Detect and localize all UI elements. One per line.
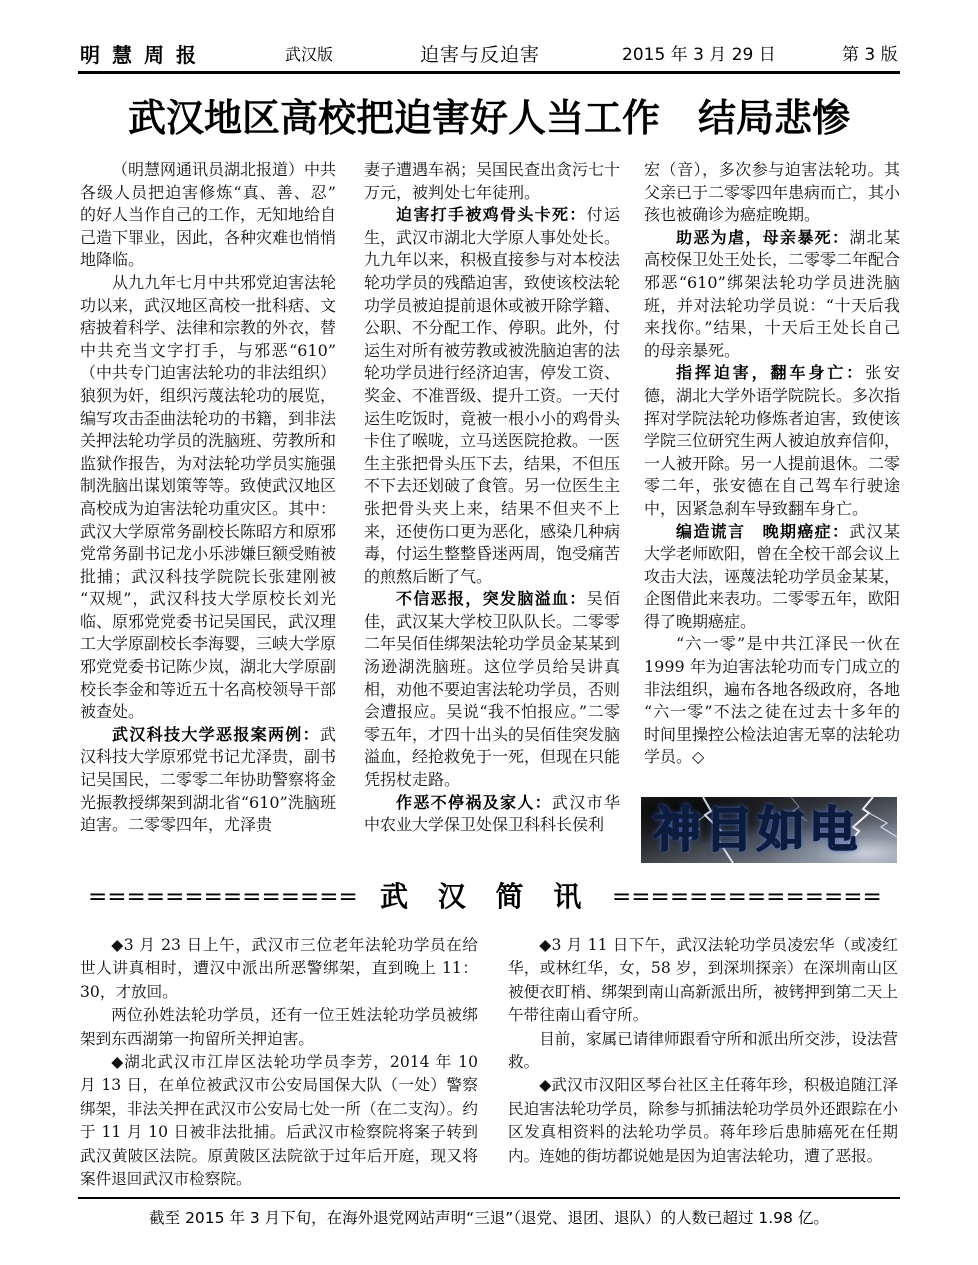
brief-paragraph: ◆3 月 23 日上午，武汉市三位老年法轮功学员在给世人讲真相时，遭汉中派出所恶警绑架，直到晚上 11：30，才放回。	[80, 936, 478, 1001]
paragraph-lead: 不信恶报，突发脑溢血：	[396, 589, 587, 609]
banner-image	[641, 797, 897, 863]
article-column-3	[644, 159, 900, 769]
brief-paragraph: ◆武汉市汉阳区琴台社区主任蒋年珍，积极追随江泽民迫害法轮功学员，除参与抓捕法轮功学员外还跟踪在小区发真相资料的法轮功学员。蒋年珍后患肺癌死在任期内。连她的街坊都说她是因为迫害法轮功，遭了恶报。	[508, 1076, 898, 1165]
article-paragraph	[364, 792, 620, 837]
article-paragraph: 从九九年七月中共邪党迫害法轮功以来，武汉地区高校一批科痞、文痞披着科学、法律和宗教的外衣，替中共充当文字打手，与邪恶“610”（中共专门迫害法轮功的非法组织）狼狈为奸，组织污蔑法轮功的展览，编写攻击歪曲法轮功的书籍，到非法关押法轮功学员的洗脑班、劳教所和监狱作报告，为对法轮功学员实施强制洗脑出谋划策等等。致使武汉地区高校成为迫害法轮功重灾区。其中：武汉大学原常务副校长陈昭方和原邪党常务副书记龙小乐涉嫌巨额受贿被批捕；武汉科技学院院长张建刚被“双规”，武汉科技大学原校长刘光临、原邪党党委书记吴国民，武汉理工大学原副校长李海婴，三峡大学原邪党党委书记陈少岚，湖北大学原副校长李金和等近五十名高校领导干部被查处。	[80, 272, 337, 722]
article-paragraph	[364, 588, 620, 791]
paragraph-body: 张安德，湖北大学外语学院院长。多次指挥对学院法轮功修炼者迫害，致使该学院三位研究生两人被迫放弃信仰，一人被开除。另一人提前退休。二零零二年，张安德在自己驾车行驶途中，因紧急刹车导致翻车身亡。	[644, 363, 901, 518]
edition-label: 武汉版	[285, 45, 334, 64]
paragraph-body: 武汉市华中农业大学保卫处保卫科科长侯利	[364, 792, 620, 835]
briefs-section-title: 武 汉 简 讯	[380, 880, 592, 913]
article-paragraph	[644, 362, 900, 520]
paragraph-body: 湖北某高校保卫处王处长，二零零二年配合邪恶“610”绑架法轮功学员进洗脑班，并对法轮功学员说：“十天后我来找你。”结果，十天后王处长自己的母亲暴死。	[644, 227, 901, 360]
paragraph-body: 武汉科技大学原邪党书记尤泽贵，副书记吴国民，二零零二年协助警察将金光振教授绑架到湖北省“610”洗脑班迫害。二零零四年，尤泽贵	[80, 724, 337, 835]
paper-name: 明慧周报	[80, 43, 208, 67]
article-column-2	[364, 159, 620, 837]
paragraph-body: 武汉某大学老师欧阳，曾在全校干部会议上攻击大法，诬蔑法轮功学员金某某，企图借此来表功。二零零五年，欧阳得了晚期癌症。	[644, 521, 901, 631]
brief-paragraph: 两位孙姓法轮功学员，还有一位王姓法轮功学员被绑架到东西湖第一拘留所关押迫害。	[80, 1006, 478, 1048]
paragraph-lead: 编造谎言 晚期癌症：	[676, 521, 850, 541]
paragraph-lead: 作恶不停祸及家人：	[396, 792, 552, 812]
article-paragraph-continued: 妻子遭遇车祸；吴国民查出贪污七十万元，被判处七年徒刑。	[364, 160, 621, 202]
briefs-column-1	[80, 934, 478, 1191]
masthead-rule	[78, 71, 900, 74]
brief-paragraph: 目前，家属已请律师跟看守所和派出所交涉，设法营救。	[508, 1029, 898, 1072]
brief-paragraph: ◆3 月 11 日下午，武汉法轮功学员凌宏华（或凌红华，或林红华，女，58 岁，到深圳探亲）在深圳南山区被便衣盯梢、绑架到南山高新派出所，被铐押到第二天上午带往南山看守所。	[508, 936, 898, 1025]
paragraph-lead: 武汉科技大学恶报案两例：	[112, 724, 320, 744]
article-paragraph	[364, 204, 620, 588]
article-paragraph-continued: 宏（音），多次参与迫害法轮功。其父亲已于二零零四年患病而亡，其小孩也被确诊为癌症晚期。	[644, 160, 901, 225]
paragraph-lead: 指挥迫害，翻车身亡：	[676, 363, 866, 383]
footer-rule	[78, 1197, 900, 1199]
paragraph-lead: 助恶为虐，母亲暴死：	[676, 227, 850, 247]
paragraph-body: 付运生，武汉市湖北大学原人事处处长。九九年以来，积极直接参与对本校法轮功学员的残酷迫害，致使该校法轮功学员被迫提前退休或被开除学籍、公职、不分配工作、停职。此外，付运生对所有被劳教或被洗脑迫害的法轮功学员进行经济迫害，停发工资、奖金、不准晋级、提升工资。一天付运生吃饭时，竟被一根小小的鸡骨头卡住了喉咙，立马送医院抢救。一医生主张把骨头压下去，结果，不但压不下去还划破了食管。另一位医生主张把骨头夹上来，结果不但夹不上来，还使伤口更为恶化，感染几种病毒，付运生整整昏迷两周，饱受痛苦的煎熬后断了气。	[364, 205, 621, 586]
article-title: 武汉地区高校把迫害好人当工作 结局悲惨	[127, 95, 850, 140]
divider-rule-left: ==============	[88, 884, 358, 910]
briefs-column-2	[508, 934, 898, 1168]
paragraph-body: 吴佰佳，武汉某大学校卫队队长。二零零二年吴佰佳绑架法轮功学员金某某到汤逊湖洗脑班。这位学员给吴讲真相，劝他不要迫害法轮功学员，否则会遭报应。吴说“我不怕报应。”二零零五年，才四十出头的吴佰佳突发脑溢血，经抢救免于一死，但现在只能凭拐杖走路。	[364, 589, 621, 790]
article-paragraph	[644, 227, 900, 363]
section-label: 迫害与反迫害	[420, 44, 541, 66]
divider-rule-right: ==============	[612, 884, 882, 910]
footer-notice: 截至 2015 年 3 月下旬，在海外退党网站声明“三退”（退党、退团、退队）的人数已超过 1.98 亿。	[149, 1209, 829, 1227]
banner-title: 神目如电	[653, 802, 862, 858]
article-paragraph: （明慧网通讯员湖北报道）中共各级人员把迫害修炼“真、善、忍”的好人当作自己的工作，无知地给自己造下罪业，因此，各种灾难也悄悄地降临。	[80, 160, 337, 270]
article-paragraph	[80, 724, 336, 837]
article-column-1	[80, 159, 336, 837]
article-paragraph: “六一零”是中共江泽民一伙在 1999 年为迫害法轮功而专门成立的非法组织，遍布各地各级政府，各地“六一零”不法之徒在过去十多年的时间里操控公检法迫害无辜的法轮功学员。◇	[644, 634, 901, 767]
article-paragraph	[644, 521, 900, 634]
brief-paragraph: ◆湖北武汉市江岸区法轮功学员李芳，2014 年 10 月 13 日，在单位被武汉市公安局国保大队（一处）警察绑架，非法关押在武汉市公安局七处一所（在二支沟）。约于 11 月 10 日被非法批捕。后武汉市检察院将案子转到武汉黄陂区法院。原黄陂区法院欲于过年后开庭，现又将案件退回武汉市检察院。	[80, 1053, 478, 1189]
issue-date: 2015 年 3 月 29 日	[622, 45, 776, 65]
page-number: 第 3 版	[842, 45, 898, 65]
paragraph-lead: 迫害打手被鸡骨头卡死：	[396, 205, 587, 225]
